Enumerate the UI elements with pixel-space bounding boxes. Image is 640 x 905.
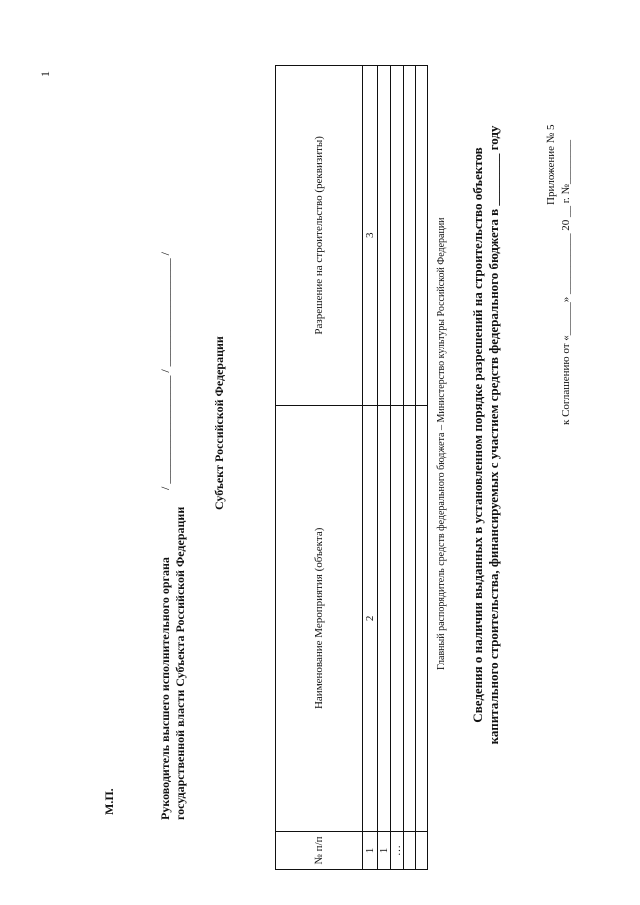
column-number: 1	[363, 832, 378, 870]
table-row	[378, 66, 391, 870]
title-line-2: капитального строительства, финансируемых с участием средств федерального бюджета в ________ году	[486, 125, 501, 745]
permits-table	[275, 65, 428, 870]
table-cell	[416, 405, 428, 831]
table-cell	[391, 405, 404, 831]
stamp-placeholder: М.П.	[102, 788, 116, 815]
table-cell	[378, 405, 391, 831]
signatory-title-line-1: Руководитель высшего исполнительного органа	[158, 557, 172, 820]
signature-line: / __________________ / __________________ /	[158, 251, 172, 490]
subject-heading: Субъект Российской Федерации	[212, 336, 226, 510]
table-cell	[378, 66, 391, 406]
table-cell	[416, 832, 428, 870]
table-header-row	[276, 66, 363, 870]
title-line-1: Сведения о наличии выданных в установленном порядке разрешений на строительство объектов	[470, 147, 485, 723]
appendix-label: Приложение № 5	[545, 124, 557, 205]
table-cell	[404, 66, 416, 406]
document-title	[470, 55, 502, 815]
column-number: 2	[363, 405, 378, 831]
page-number: 1	[38, 71, 52, 77]
table-row	[404, 66, 416, 870]
table-cell	[404, 405, 416, 831]
header-object-name: Наименование Мероприятия (объекта)	[276, 405, 363, 831]
column-number: 3	[363, 66, 378, 406]
table-cell: 1	[378, 832, 391, 870]
table-cell	[416, 66, 428, 406]
table-row	[391, 66, 404, 870]
table-cell: …	[391, 832, 404, 870]
header-number: № п/п	[276, 832, 363, 870]
table-row	[416, 66, 428, 870]
table-cell	[391, 66, 404, 406]
table-cell	[404, 832, 416, 870]
agreement-reference: к Соглашению от «______» ___________ 20 __ г. №________	[560, 139, 572, 425]
header-permit: Разрешение на строительство (реквизиты)	[276, 66, 363, 406]
budget-distributor: Главный распорядитель средств федерального бюджета – Министерство культуры Российской Федерации	[436, 217, 447, 670]
table-numbering-row	[363, 66, 378, 870]
signatory-title-line-2: государственной власти Субъекта Российской Федерации	[173, 506, 187, 820]
signatory-title	[158, 507, 188, 820]
